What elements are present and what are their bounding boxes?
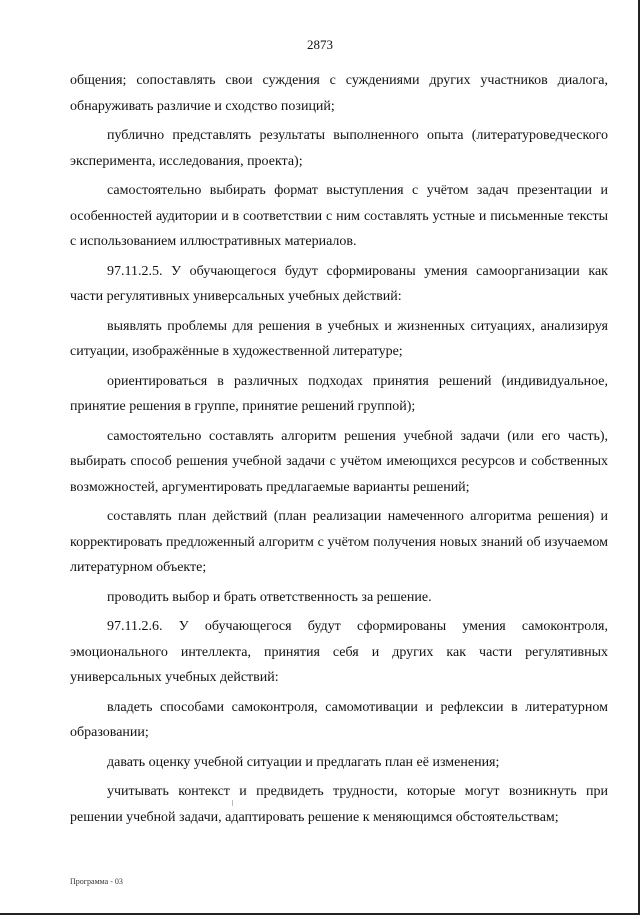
section-heading-97-11-2-5: 97.11.2.5. У обучающегося будут сформированы умения самоорганизации как части регулятивных универсальных учебных действий: bbox=[70, 263, 608, 304]
paragraph: самостоятельно выбирать формат выступления с учётом задач презентации и особенностей аудитории и в соответствии с ним составлять устные и письменные тексты с использованием иллюстративных материалов. bbox=[70, 183, 608, 249]
paragraph: ориентироваться в различных подходах принятия решений (индивидуальное, принятие решения в группе, принятие решений группой); bbox=[70, 373, 608, 414]
document-body bbox=[70, 68, 608, 830]
section-heading-97-11-2-6: 97.11.2.6. У обучающегося будут сформированы умения самоконтроля, эмоционального интеллекта, принятия себя и других как части регулятивных универсальных учебных действий: bbox=[70, 619, 608, 685]
page-footer: Программа - 03 bbox=[70, 877, 123, 886]
paragraph: давать оценку учебной ситуации и предлагать план её изменения; bbox=[107, 754, 500, 770]
paragraph: владеть способами самоконтроля, самомотивации и рефлексии в литературном образовании; bbox=[70, 699, 608, 740]
paragraph: проводить выбор и брать ответственность за решение. bbox=[107, 589, 432, 605]
paragraph: самостоятельно составлять алгоритм решения учебной задачи (или его часть), выбирать способ решения учебной задачи с учётом имеющихся ресурсов и собственных возможностей, аргументировать предлагаемые варианты решений; bbox=[70, 428, 608, 495]
page-number: 2873 bbox=[307, 37, 333, 52]
paragraph: общения; сопоставлять свои суждения с суждениями других участников диалога, обнаруживать различие и сходство позиций; bbox=[70, 73, 608, 114]
paragraph: составлять план действий (план реализации намеченного алгоритма решения) и корректировать предложенный алгоритм с учётом получения новых знаний об изучаемом литературном объекте; bbox=[70, 509, 608, 575]
scan-mark bbox=[232, 800, 233, 806]
paragraph: выявлять проблемы для решения в учебных и жизненных ситуациях, анализируя ситуации, изображённые в художественной литературе; bbox=[70, 318, 608, 359]
paragraph: публично представлять результаты выполненного опыта (литературоведческого эксперимента, исследования, проекта); bbox=[70, 128, 608, 169]
paragraph: учитывать контекст и предвидеть трудности, которые могут возникнуть при решении учебной задачи, адаптировать решение к меняющимся обстоятельствам; bbox=[70, 784, 608, 825]
